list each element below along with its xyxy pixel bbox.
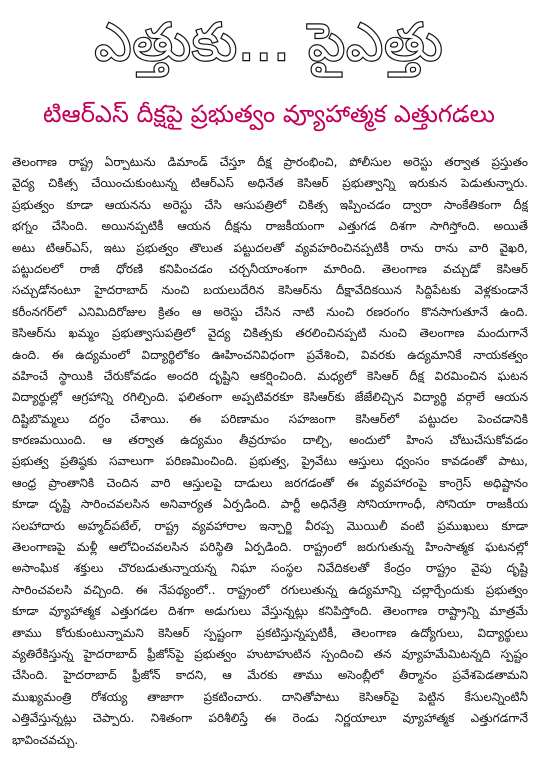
article-line: కూడా దృష్టి సారించవలసిన అనివార్యత ఏర్పడింది. పార్టీ అధినేత్రి సోనియాగాంధీ, సోనియా రాజకీయ xyxy=(12,497,528,512)
headline: ఎత్తుకు... పైఎత్తు xyxy=(94,13,444,73)
article-line: సచ్చుడోనంటూ హైదరాబాద్ నుంచి బయలుదేరిన కెసిఆర్‌ను దీక్షావేదికయిన సిద్దిపేటకు వెళ్లకుండానే xyxy=(12,283,528,298)
article-line: తెలంగాణ రాష్ట్ర ఏర్పాటును డిమాండ్ చేస్తూ దీక్ష ప్రారంభించి, పోలీసుల అరెస్టు తర్వాత ప్రస్తుతం xyxy=(12,155,528,169)
article-line: చేసింది. హైదరాబాద్ ఫ్రీజోన్ కాదని, ఆ మేరకు తాము అసెంబ్లీలో తీర్మానం ప్రవేశపెడతామని xyxy=(12,668,528,683)
article-line: భగ్నం చేసింది. అయినప్పటికీ ఆయన దీక్షను రాజకీయంగా ఎత్తుగడ దిశగా సాగిస్తోంది. అయితే xyxy=(12,219,528,234)
article-line: సారించవలసి వచ్చింది. ఈ నేపథ్యంలో.. రాష్ట్రంలో రగులుతున్న ఉద్యమాన్ని చల్లార్చేందుకు ప్రభుత్వం xyxy=(12,582,528,597)
article-line: అటు టిఆర్ఎస్, ఇటు ప్రభుత్వం తొలుత పట్టుదలతో వ్యవహరించినప్పటికీ రాను రాను వారి వైఖరి, xyxy=(12,240,528,255)
article-line: వైద్య చికిత్స చేయించుకుంటున్న టిఆర్ఎస్ అధినేత కెసిఆర్ ప్రభుత్వాన్ని ఇరుకున పెడుతున్నారు. xyxy=(12,176,528,191)
article-line: ఆంధ్ర ప్రాంతానికి చెందిన వారి ఆస్తులపై దాడులు జరగడంతో ఈ వ్యవహారంపై కాంగ్రెస్ అధిష్టానం xyxy=(12,475,528,490)
article-line: వ్యతిరేకిస్తున్న హైదరాబాద్ ఫ్రీజోన్‌పై ప్రభుత్వం హుటాహుటిన స్పందించి తన వ్యూహమేమిటన్నది స్పష్టం xyxy=(12,646,528,661)
article-line: తాము కోరుకుంటున్నామని కెసిఆర్ స్పష్టంగా ప్రకటిస్తున్నప్పటికీ, తెలంగాణ ఉద్యోగులు, విద్యార్థులు xyxy=(12,625,528,640)
article-line: సలహాదారు అహ్మద్‌పటేల్, రాష్ట్ర వ్యవహారాల ఇన్చార్జి వీరప్ప మొయిలీ వంటి ప్రముఖులు కూడా xyxy=(12,518,528,533)
article-line: పట్టుదలలో రాజీ ధోరణి కనిపించడం చర్చనీయాంశంగా మారింది. తెలంగాణ వచ్చుడో కెసిఆర్ xyxy=(12,261,528,276)
article-line: ముఖ్యమంత్రి రోశయ్య తాజాగా ప్రకటించారు. దానితోపాటు కెసిఆర్‌పై పెట్టిన కేసులన్నింటినీ xyxy=(12,689,528,704)
article-line: ఎత్తివేస్తున్నట్లు చెప్పారు. నిశితంగా పరిశీలిస్తే ఈ రెండు నిర్ణయాలూ వ్యూహాత్మక ఎత్తుగడగానే xyxy=(12,711,528,726)
article-line: అసాంఘిక శక్తులు చొరబడుతున్నాయన్న నిఘా సంస్థల నివేదికలతో కేంద్రం రాష్ట్రం వైపు దృష్టి xyxy=(12,561,528,576)
article-line: ప్రభుత్వం కూడా ఆయనను అరెస్టు చేసి ఆసుపత్రిలో చికిత్స ఇప్పించడం ద్వారా సాంకేతికంగా దీక్ష xyxy=(12,197,528,212)
subheadline: టిఆర్‌ఎస్ దీక్షపై ప్రభుత్వం వ్యూహాత్మక ఎత్తుగడలు xyxy=(43,100,495,128)
article-body xyxy=(12,152,528,751)
article-line: ప్రభుత్వ ప్రతిష్ఠకు సవాలుగా పరిణమించింది. ప్రభుత్వ, ప్రైవేటు ఆస్తులు ధ్వంసం కావడంతో పాటు, xyxy=(12,454,528,469)
article-line: కెసిఆర్‌ను ఖమ్మం ప్రభుత్వాసుపత్రిలో వైద్య చికిత్సకు తరలించినప్పటి నుంచి తెలంగాణ మందుగానే xyxy=(12,326,528,341)
article-line: ఉంది. ఈ ఉద్యమంలో విద్యార్థిలోకం ఊహించనివిధంగా ప్రవేశించి, వివరకు ఉద్యమానికే నాయకత్వం xyxy=(12,347,528,362)
article-line: కారణమయింది. ఆ తర్వాత ఉద్యమం తీవ్రరూపం దాల్చి, అందులో హింస చోటుచేసుకోవడం xyxy=(12,433,528,448)
article-line: దిష్టిబొమ్మలు దగ్ధం చేశాయి. ఈ పరిణామం సహజంగా కెసిఆర్‌లో పట్టుదల పెంచడానికి xyxy=(12,411,528,426)
article-line: భావించవచ్చు. xyxy=(12,732,79,747)
article-line: విద్యార్థుల్లో ఆగ్రహాన్ని రగిల్చింది. ఫలితంగా అప్పటివరకూ కెసిఆర్‌కు జేజేలిచ్చిన విద్యార్థి వర్గాలే ఆయన xyxy=(12,390,528,405)
article-line: తెలంగాణపై మళ్లీ ఆలోచించవలసిన పరిస్థితి ఏర్పడింది. రాష్ట్రంలో జరుగుతున్న హింసాత్మక ఘటనల్లో xyxy=(12,540,528,555)
article-line: వహించే స్థాయికి చేరుకోవడం అందరి దృష్టిని ఆకర్షించింది. మధ్యలో కెసిఆర్ దీక్ష విరమించిన ఘటన xyxy=(12,368,528,383)
article-line: కూడా వ్యూహాత్మక ఎత్తుగడల దిశగా అడుగులు వేస్తున్నట్లు కనిపిస్తోంది. తెలంగాణ రాష్ట్రాన్ని మాత్రమే xyxy=(12,604,528,619)
article-line: కరీంనగర్‌లో ఎనిమిదిరోజుల క్రితం ఆ అరెస్టు చేసిన నాటి నుంచి రణరంగం కొనసాగుతూనే ఉంది. xyxy=(12,304,528,319)
